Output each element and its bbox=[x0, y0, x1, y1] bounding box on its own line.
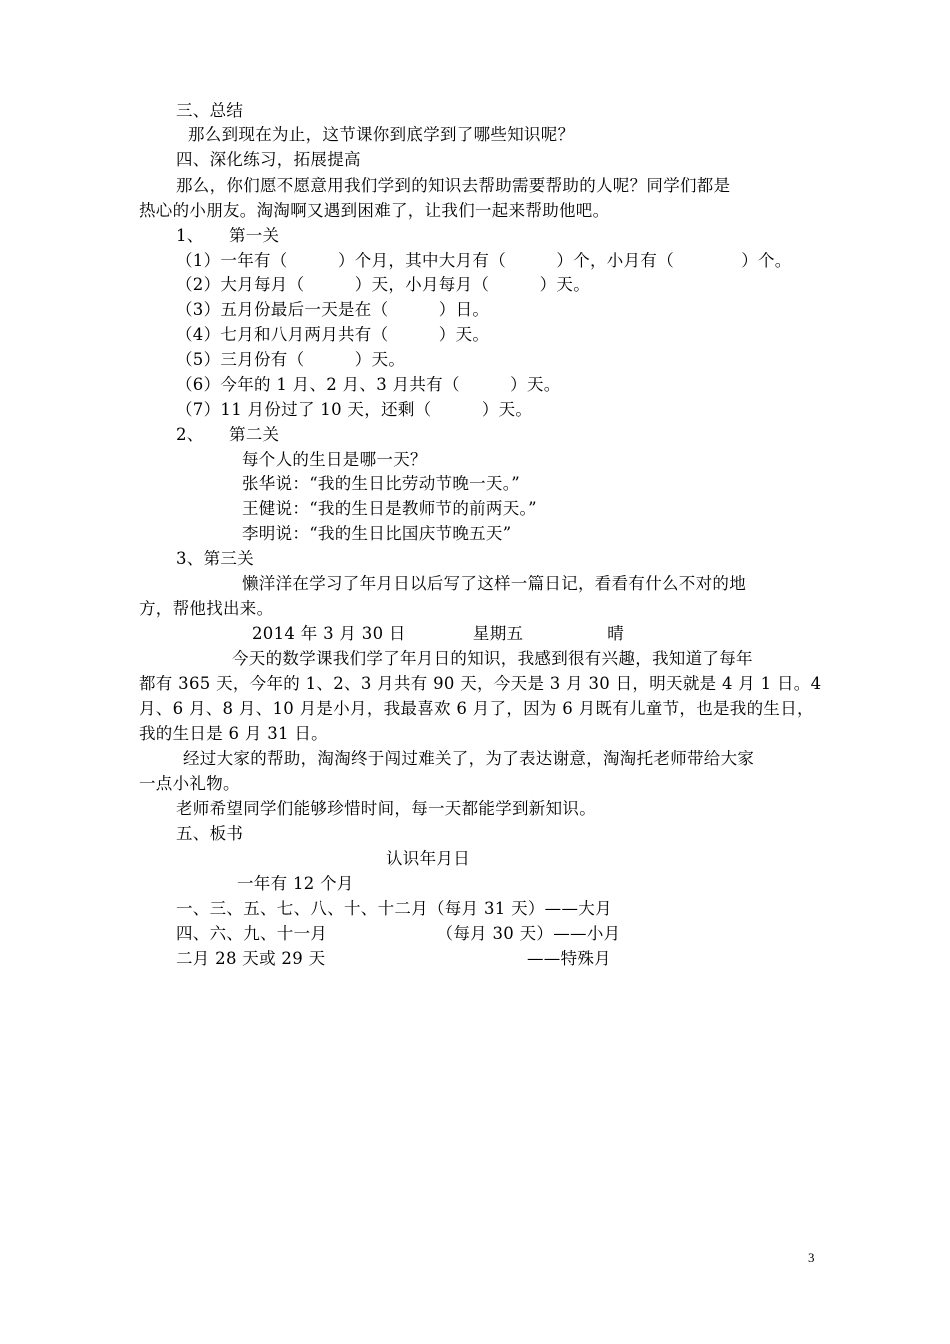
page-number: 3 bbox=[808, 1250, 815, 1265]
level-1-heading: 1、 第一关 bbox=[176, 226, 280, 245]
question-3: （3）五月份最后一天是在（ ）日。 bbox=[176, 300, 490, 319]
summary-question: 那么到现在为止，这节课你到底学到了哪些知识呢？ bbox=[188, 125, 575, 144]
section-board-heading: 五、板书 bbox=[176, 824, 244, 843]
diary-text-line-3: 月、6 月、8 月、10 月是小月，我最喜欢 6 月了，因为 6 月既有儿童节，也是我的生日， bbox=[139, 699, 814, 718]
diary-text-line-2: 都有 365 天，今年的 1、2、3 月共有 90 天，今天是 3 月 30 日，明天就是 4 月 1 日。4 bbox=[139, 674, 822, 693]
question-2: （2）大月每月（ ）天，小月每月（ ）天。 bbox=[176, 275, 590, 294]
zhanghua-statement: 张华说：“我的生日比劳动节晚一天。” bbox=[242, 474, 521, 493]
diary-intro-line-2: 方，帮他找出来。 bbox=[139, 599, 274, 618]
board-big-months: 一、三、五、七、八、十、十二月（每月 31 天）——大月 bbox=[176, 899, 612, 918]
diary-intro-line-1: 懒洋洋在学习了年月日以后写了这样一篇日记，看看有什么不对的地 bbox=[242, 574, 746, 593]
board-special-month: 二月 28 天或 29 天 ——特殊月 bbox=[176, 949, 611, 968]
practice-intro-line-1: 那么，你们愿不愿意用我们学到的知识去帮助需要帮助的人呢？同学们都是 bbox=[176, 176, 731, 195]
liming-statement: 李明说：“我的生日比国庆节晚五天” bbox=[242, 524, 512, 543]
question-7: （7）11 月份过了 10 天，还剩（ ）天。 bbox=[176, 400, 533, 419]
section-practice-heading: 四、深化练习，拓展提高 bbox=[176, 150, 361, 169]
level-3-heading: 3、第三关 bbox=[176, 549, 254, 568]
question-4: （4）七月和八月两月共有（ ）天。 bbox=[176, 325, 490, 344]
diary-text-line-4: 我的生日是 6 月 31 日。 bbox=[139, 724, 328, 743]
gift-line-1: 经过大家的帮助，淘淘终于闯过难关了，为了表达谢意，淘淘托老师带给大家 bbox=[183, 749, 755, 768]
level-2-heading: 2、 第二关 bbox=[176, 425, 280, 444]
board-months-per-year: 一年有 12 个月 bbox=[237, 874, 354, 893]
practice-intro-line-2: 热心的小朋友。淘淘啊又遇到困难了，让我们一起来帮助他吧。 bbox=[139, 201, 610, 220]
diary-date-line: 2014 年 3 月 30 日 星期五 晴 bbox=[252, 624, 625, 643]
question-5: （5）三月份有（ ）天。 bbox=[176, 350, 406, 369]
question-1: （1）一年有（ ）个月，其中大月有（ ）个，小月有（ ）个。 bbox=[176, 251, 792, 270]
question-6: （6）今年的 1 月、2 月、3 月共有（ ）天。 bbox=[176, 375, 561, 394]
gift-line-2: 一点小礼物。 bbox=[139, 774, 240, 793]
board-small-months: 四、六、九、十一月 （每月 30 天）——小月 bbox=[176, 924, 621, 943]
wangjian-statement: 王健说：“我的生日是教师节的前两天。” bbox=[242, 499, 537, 518]
board-title: 认识年月日 bbox=[386, 849, 470, 868]
birthday-question: 每个人的生日是哪一天？ bbox=[242, 450, 427, 469]
diary-text-line-1: 今天的数学课我们学了年月日的知识，我感到很有兴趣，我知道了每年 bbox=[232, 649, 753, 668]
section-summary-heading: 三、总结 bbox=[176, 101, 244, 120]
teacher-hope-line: 老师希望同学们能够珍惜时间，每一天都能学到新知识。 bbox=[176, 799, 596, 818]
